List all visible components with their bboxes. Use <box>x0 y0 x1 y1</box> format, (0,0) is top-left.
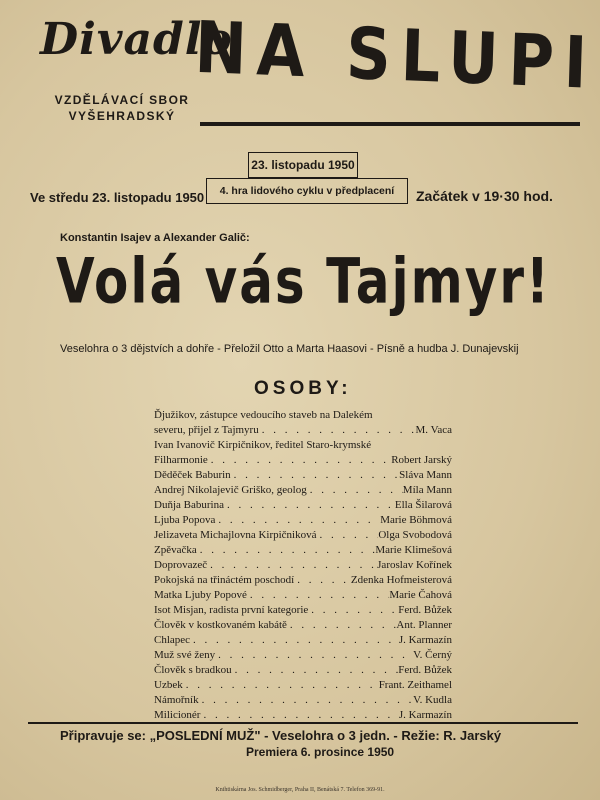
cast-list <box>154 408 452 723</box>
cast-actor: Marie Čahová <box>389 589 452 601</box>
leader-dots <box>215 513 380 528</box>
cast-entry <box>154 588 452 603</box>
cast-actor: Ferd. Bůžek <box>398 664 452 676</box>
cast-actor: Marie Böhmová <box>380 514 452 526</box>
leader-dots <box>224 498 395 513</box>
leader-dots <box>183 678 379 693</box>
cast-role: Duňja Baburina <box>154 499 224 511</box>
cast-entry <box>154 468 452 483</box>
cast-actor: Ella Šilarová <box>394 499 452 511</box>
cast-role: Ďjužikov, zástupce vedoucího staveb na Dalekém <box>154 409 373 421</box>
performance-date: Ve středu 23. listopadu 1950 <box>30 190 205 205</box>
cast-actor: Frant. Zeithamel <box>378 679 452 691</box>
cast-entry <box>154 543 452 558</box>
cast-actor: Míla Mann <box>402 484 452 496</box>
cycle-box: 4. hra lidového cyklu v předplacení <box>206 178 408 204</box>
cast-role: Člověk s bradkou <box>154 664 232 676</box>
leader-dots <box>259 423 416 438</box>
cast-entry <box>154 648 452 663</box>
cast-heading: OSOBY: <box>254 378 352 399</box>
cast-role: Andrej Nikolajevič Griško, geolog <box>154 484 307 496</box>
cast-actor: Ant. Planner <box>396 619 452 631</box>
cast-role: Doprovazeč <box>154 559 208 571</box>
cast-role: Muž své ženy <box>154 649 216 661</box>
leader-dots <box>287 618 397 633</box>
cast-actor: Marie Klimešová <box>375 544 452 556</box>
cast-role: Pokojská na třináctém poschodí <box>154 574 295 586</box>
cast-entry <box>154 528 452 543</box>
upcoming-premiere: Premiera 6. prosince 1950 <box>246 745 395 759</box>
cast-role: Chlapec <box>154 634 191 646</box>
cast-role: Milicionér <box>154 709 201 721</box>
leader-dots <box>215 648 413 663</box>
play-title: Volá vás Tajmyr! <box>56 245 551 318</box>
cast-entry <box>154 408 452 438</box>
cast-role: Námořník <box>154 694 199 706</box>
leader-dots <box>199 693 413 708</box>
cast-actor: J. Karmazín <box>398 634 452 646</box>
leader-dots <box>190 633 399 648</box>
cast-actor: Zdenka Hofmeisterová <box>350 574 452 586</box>
leader-dots <box>231 468 399 483</box>
cast-entry <box>154 498 452 513</box>
cast-entry <box>154 618 452 633</box>
cast-entry <box>154 693 452 708</box>
footer-divider <box>28 722 578 724</box>
cast-entry <box>154 633 452 648</box>
cast-role: Děděček Baburin <box>154 469 231 481</box>
cast-role: Isot Misjan, radista první kategorie <box>154 604 309 616</box>
organisation-line-1: VZDĚLÁVACÍ SBOR <box>54 93 190 107</box>
cast-actor: Olga Svobodová <box>378 529 452 541</box>
header-divider <box>200 122 580 126</box>
cast-role: Ivan Ivanovič Kirpičnikov, ředitel Staro-krymské <box>154 439 372 451</box>
cast-role: Člověk v kostkovaném kabátě <box>154 619 287 631</box>
venue-name: NA SLUPI <box>193 5 599 106</box>
cast-actor: Robert Jarský <box>391 454 452 466</box>
cast-role: severu, přijel z Tajmyru <box>154 424 259 436</box>
cast-actor: V. Černý <box>413 649 452 661</box>
leader-dots <box>200 708 398 723</box>
leader-dots <box>294 573 351 588</box>
cast-entry <box>154 603 452 618</box>
theatre-wordmark: Divadlo <box>40 14 233 65</box>
cast-actor: J. Karmazín <box>398 709 452 721</box>
cast-entry <box>154 573 452 588</box>
cast-role: Filharmonie <box>154 454 208 466</box>
cast-role: Matka Ljuby Popové <box>154 589 247 601</box>
cast-entry <box>154 483 452 498</box>
cast-actor: M. Vaca <box>415 424 452 436</box>
cast-actor: Jaroslav Kořínek <box>377 559 452 571</box>
leader-dots <box>317 528 379 543</box>
leader-dots <box>247 588 389 603</box>
cast-entry <box>154 663 452 678</box>
cast-entry <box>154 708 452 723</box>
cast-entry <box>154 558 452 573</box>
leader-dots <box>307 483 403 498</box>
cast-role: Ljuba Popova <box>154 514 216 526</box>
leader-dots <box>232 663 399 678</box>
cast-role: Zpěvačka <box>154 544 197 556</box>
leader-dots <box>197 543 376 558</box>
cast-actor: Sláva Mann <box>399 469 452 481</box>
cast-actor: Ferd. Bůžek <box>398 604 452 616</box>
date-box: 23. listopadu 1950 <box>248 152 358 178</box>
cast-actor: V. Kudla <box>413 694 452 706</box>
play-authors: Konstantin Isajev a Alexander Galič: <box>60 232 250 244</box>
organisation-name <box>32 92 212 124</box>
leader-dots <box>208 453 391 468</box>
cast-entry <box>154 513 452 528</box>
cast-role: Uzbek <box>154 679 183 691</box>
play-subtitle: Veselohra o 3 dějstvích a dohře - Přeložil Otto a Marta Haasovi - Písně a hudba J. Dunajevskij <box>60 343 519 355</box>
cast-entry <box>154 678 452 693</box>
cast-entry <box>154 438 452 468</box>
cast-role: Jelizaveta Michajlovna Kirpičniková <box>154 529 317 541</box>
start-time: Začátek v 19·30 hod. <box>416 188 553 204</box>
upcoming-announcement: Připravuje se: „POSLEDNÍ MUŽ" - Veselohra o 3 jedn. - Režie: R. Jarský <box>60 728 502 743</box>
leader-dots <box>207 558 377 573</box>
leader-dots <box>308 603 398 618</box>
organisation-line-2: VYŠEHRADSKÝ <box>68 109 176 123</box>
printer-imprint: Knihtiskárna Jos. Schmidberger, Praha II, Benátská 7. Telefon 369-91. <box>215 787 385 793</box>
